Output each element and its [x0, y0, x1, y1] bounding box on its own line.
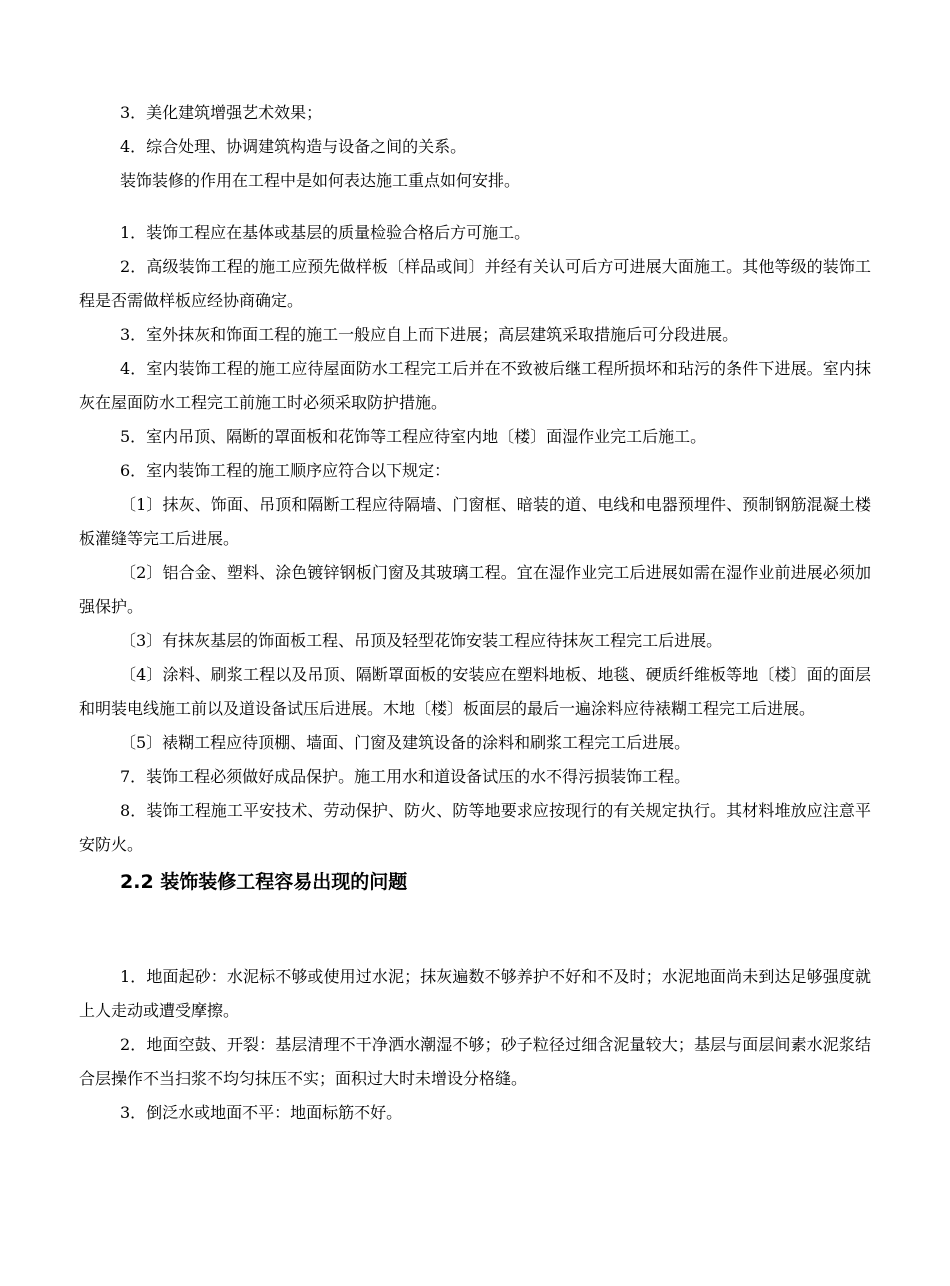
list-item: 1．地面起砂：水泥标不够或使用过水泥；抹灰遍数不够养护不好和不及时；水泥地面尚未到达足够强度就上人走动或遭受摩擦。 [79, 967, 871, 1020]
spacer [79, 902, 871, 960]
list-item: 4．综合处理、协调建筑构造与设备之间的关系。 [120, 137, 467, 156]
list-item: 8．装饰工程施工平安技术、劳动保护、防火、防等地要求应按现行的有关规定执行。其材料堆放应注意平安防火。 [79, 801, 871, 854]
list-item: 2．高级装饰工程的施工应预先做样板〔样品或间〕并经有关认可后方可进展大面施工。其他等级的装饰工程是否需做样板应经协商确定。 [79, 257, 871, 310]
sub-list-item: 〔5〕裱糊工程应待顶棚、墙面、门窗及建筑设备的涂料和刷浆工程完工后进展。 [120, 733, 691, 752]
list-item: 1．装饰工程应在基体或基层的质量检验合格后方可施工。 [120, 223, 531, 242]
list-item: 2．地面空鼓、开裂：基层清理不干净洒水潮湿不够；砂子粒径过细含泥量较大；基层与面层间素水泥浆结合层操作不当扫浆不均匀抹压不实；面积过大时未增设分格缝。 [79, 1035, 871, 1088]
list-item: 6．室内装饰工程的施工顺序应符合以下规定： [120, 461, 451, 480]
section-heading: 2.2 装饰装修工程容易出现的问题 [120, 871, 408, 893]
sub-list-item: 〔3〕有抹灰基层的饰面板工程、吊顶及轻型花饰安装工程应待抹灰工程完工后进展。 [120, 631, 723, 650]
document-page [79, 96, 871, 1130]
list-item: 3．室外抹灰和饰面工程的施工一般应自上而下进展；高层建筑采取措施后可分段进展。 [120, 325, 739, 344]
list-item: 3．倒泛水或地面不平：地面标筋不好。 [120, 1103, 403, 1122]
list-item: 7．装饰工程必须做好成品保护。施工用水和道设备试压的水不得污损装饰工程。 [120, 767, 691, 786]
spacer [79, 198, 871, 216]
list-item: 3．美化建筑增强艺术效果； [120, 103, 323, 122]
sub-list-item: 〔1〕抹灰、饰面、吊顶和隔断工程应待隔墙、门窗框、暗装的道、电线和电器预埋件、预制钢筋混凝土楼板灌缝等完工后进展。 [79, 495, 871, 548]
list-item: 5．室内吊顶、隔断的罩面板和花饰等工程应待室内地〔楼〕面湿作业完工后施工。 [120, 427, 707, 446]
list-item: 4．室内装饰工程的施工应待屋面防水工程完工后并在不致被后继工程所损坏和玷污的条件下进展。室内抹灰在屋面防水工程完工前施工时必须采取防护措施。 [79, 359, 871, 412]
body-paragraph: 装饰装修的作用在工程中是如何表达施工重点如何安排。 [120, 171, 521, 190]
sub-list-item: 〔2〕铝合金、塑料、涂色镀锌钢板门窗及其玻璃工程。宜在湿作业完工后进展如需在湿作业前进展必须加强保护。 [79, 563, 871, 616]
sub-list-item: 〔4〕涂料、刷浆工程以及吊顶、隔断罩面板的安装应在塑料地板、地毯、硬质纤维板等地〔楼〕面的面层和明装电线施工前以及道设备试压后进展。木地〔楼〕板面层的最后一遍涂料应待裱糊工程完工后进展。 [79, 665, 871, 718]
